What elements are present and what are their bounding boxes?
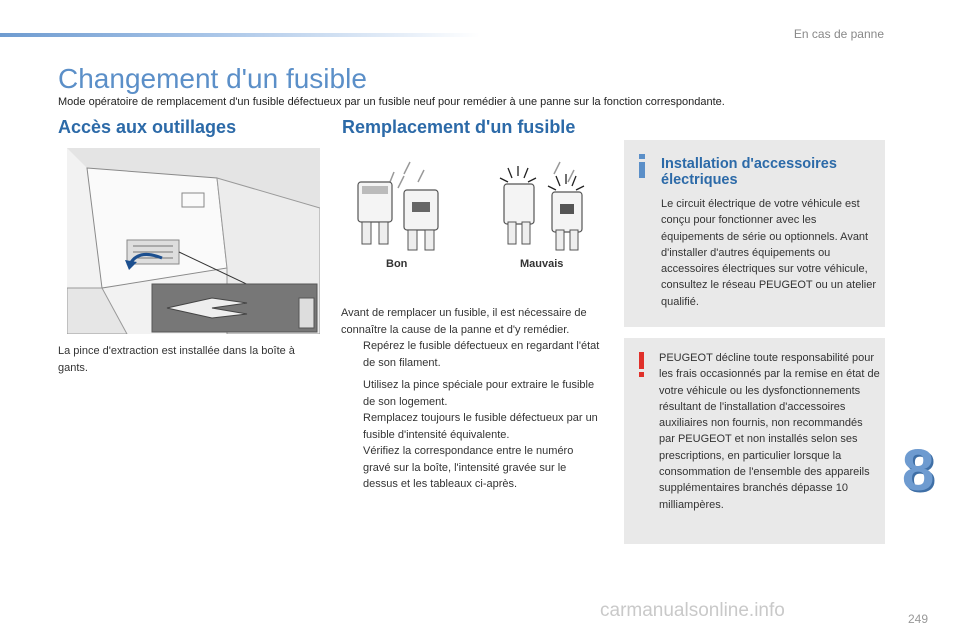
tools-heading: Accès aux outillages <box>58 117 237 137</box>
info-text: Le circuit électrique de votre véhicule est conçu pour fonctionner avec les équipements de série ou optionnels. Avant d'installer d'autres équipements ou accessoires électriques sur votre véhicule, consultez le réseau PEUGEOT ou un atelier qualifié. <box>661 198 877 308</box>
step-text: Utilisez la pince spéciale pour extraire le fusible de son logement. <box>363 379 595 408</box>
fuse-bad-label: Mauvais <box>520 258 564 270</box>
fuse-good-label: Bon <box>386 258 408 270</box>
page-subtitle: Mode opératoire de remplacement d'un fusible défectueux par un fusible neuf pour remédier à une panne sur la fonction correspondante. <box>58 96 725 108</box>
replace-intro: Avant de remplacer un fusible, il est nécessaire de connaître la cause de la panne et d'y remédier. <box>341 307 587 336</box>
replace-instructions <box>341 305 603 493</box>
header-accent-bar <box>0 33 480 37</box>
info-title: Installation d'accessoires électriques <box>661 156 837 188</box>
chapter-title: En cas de panne <box>793 27 884 41</box>
step-item <box>341 377 603 410</box>
step-item <box>341 410 603 443</box>
watermark: carmanualsonline.info <box>600 600 785 621</box>
info-box <box>624 140 885 327</box>
fuse-good-figure <box>352 160 452 252</box>
glovebox-photo <box>67 148 320 334</box>
step-text: Repérez le fusible défectueux en regardant l'état de son filament. <box>363 340 600 369</box>
step-item <box>341 443 603 493</box>
step-text: Vérifiez la correspondance entre le numéro gravé sur la boîte, l'intensité gravée sur le dessus et les tableaux ci-après. <box>363 445 574 490</box>
fuse-bad-figure <box>498 160 598 252</box>
warning-text: PEUGEOT décline toute responsabilité pour les frais occasionnés par la remise en état de votre véhicule ou les dysfonctionnements résultant de l'installation d'accessoires auxiliaires non fournis, non recommandés par PEUGEOT et non installés selon ses prescriptions, en particulier lorsque la consommation de l'ensemble des appareils supplémentaires branchés dépasse 10 milliampères. <box>659 352 880 511</box>
page-number: 249 <box>908 612 929 626</box>
exclamation-icon <box>638 352 646 376</box>
replace-heading: Remplacement d'un fusible <box>342 117 576 137</box>
tools-text: La pince d'extraction est installée dans la boîte à gants. <box>58 345 295 374</box>
info-icon <box>639 154 645 178</box>
step-text: Remplacez toujours le fusible défectueux par un fusible d'intensité équivalente. <box>363 412 598 441</box>
warning-box <box>624 338 885 544</box>
step-item <box>341 338 603 371</box>
chapter-number: 8 <box>902 438 935 503</box>
page-title: Changement d'un fusible <box>58 63 367 94</box>
